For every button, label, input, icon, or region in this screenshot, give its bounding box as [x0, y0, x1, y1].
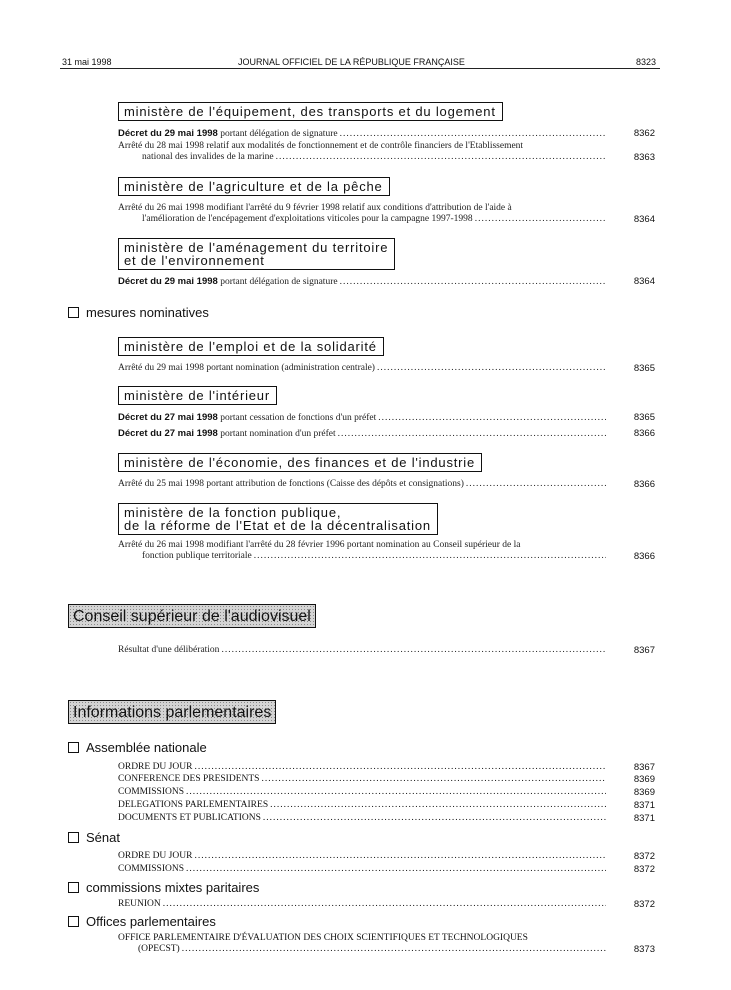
section-commissions-mixtes-paritaires: commissions mixtes paritaires — [68, 880, 259, 895]
entry-decret-29-mai-a[interactable]: Décret du 29 mai 1998 portant délégation de signature ..... — [118, 128, 606, 140]
checkbox-icon — [68, 832, 79, 843]
checkbox-icon — [68, 916, 79, 927]
list-item[interactable]: OFFICE PARLEMENTAIRE D'ÉVALUATION DES CHOIX SCIENTIFIQUES ET TECHNOLOGIQUES (OPECST) ..... — [118, 933, 606, 955]
entry-page: 8364 — [633, 214, 655, 225]
list-item[interactable]: COMMISSIONS ..... — [118, 864, 606, 875]
entry-arrete-25-mai[interactable]: Arrêté du 25 mai 1998 portant attribution de fonctions (Caisse des dépôts et consignations) ..... — [118, 479, 606, 490]
entry-page: 8364 — [633, 276, 655, 287]
section-assemblee-nationale: Assemblée nationale — [68, 740, 207, 755]
ministry-box-interieur: ministère de l'intérieur — [118, 386, 277, 405]
section-offices-parlementaires: Offices parlementaires — [68, 914, 216, 929]
entry-page: 8372 — [633, 899, 655, 910]
section-mesures-nominatives: mesures nominatives — [68, 305, 209, 320]
entry-page: 8371 — [633, 800, 655, 811]
entry-arrete-26-mai-a[interactable]: Arrêté du 26 mai 1998 modifiant l'arrêté du 9 février 1998 relatif aux conditions d'attribution de l'aide à l'amélioration de l'encépagement d'exploitations viticoles pour la campagne 1997-1998 ..... — [118, 203, 606, 225]
entry-page: 8362 — [633, 128, 655, 139]
entry-page: 8366 — [633, 428, 655, 439]
entry-page: 8367 — [633, 645, 655, 656]
entry-arrete-26-mai-b[interactable]: Arrêté du 26 mai 1998 modifiant l'arrêté du 28 février 1996 portant nomination au Conseil supérieur de la fonction publique territoriale ..... — [118, 540, 606, 562]
checkbox-icon — [68, 882, 79, 893]
section-title-csa: Conseil supérieur de l'audiovisuel — [68, 604, 316, 628]
ministry-box-agriculture: ministère de l'agriculture et de la pêche — [118, 177, 390, 196]
entry-decret-29-mai-b[interactable]: Décret du 29 mai 1998 portant délégation de signature ..... — [118, 276, 606, 288]
header-rule — [60, 68, 660, 69]
header-title: JOURNAL OFFICIEL DE LA RÉPUBLIQUE FRANÇAISE — [238, 57, 465, 67]
entry-page: 8367 — [633, 762, 655, 773]
entry-page: 8369 — [633, 774, 655, 785]
entry-page: 8369 — [633, 787, 655, 798]
ministry-box-emploi: ministère de l'emploi et de la solidarité — [118, 337, 384, 356]
entry-decret-27-mai-b[interactable]: Décret du 27 mai 1998 portant nomination d'un préfet ..... — [118, 428, 606, 440]
ministry-box-amenagement: ministère de l'aménagement du territoire et de l'environnement — [118, 238, 395, 270]
ministry-box-fonction-publique: ministère de la fonction publique, de la réforme de l'Etat et de la décentralisation — [118, 503, 438, 535]
list-item[interactable]: ORDRE DU JOUR ..... — [118, 851, 606, 862]
entry-page: 8363 — [633, 152, 655, 163]
list-item[interactable]: COMMISSIONS ..... — [118, 787, 606, 798]
entry-csa-resultat[interactable]: Résultat d'une délibération ..... — [118, 645, 606, 656]
entry-page: 8372 — [633, 851, 655, 862]
entry-arrete-29-mai[interactable]: Arrêté du 29 mai 1998 portant nomination (administration centrale) ..... — [118, 363, 606, 374]
ministry-box-economie: ministère de l'économie, des finances et de l'industrie — [118, 453, 482, 472]
list-item[interactable]: DÉLÉGATIONS PARLEMENTAIRES ..... — [118, 800, 606, 811]
list-item[interactable]: DOCUMENTS ET PUBLICATIONS ..... — [118, 813, 606, 824]
list-item[interactable]: ORDRE DU JOUR ..... — [118, 762, 606, 773]
list-item[interactable]: CONFÉRENCE DES PRÉSIDENTS ..... — [118, 774, 606, 785]
entry-decret-27-mai-a[interactable]: Décret du 27 mai 1998 portant cessation de fonctions d'un préfet ..... — [118, 412, 606, 424]
entry-page: 8373 — [633, 944, 655, 955]
entry-page: 8371 — [633, 813, 655, 824]
entry-page: 8365 — [633, 412, 655, 423]
entry-page: 8366 — [633, 551, 655, 562]
header-page: 8323 — [636, 57, 657, 67]
entry-page: 8366 — [633, 479, 655, 490]
checkbox-icon — [68, 742, 79, 753]
entry-page: 8372 — [633, 864, 655, 875]
checkbox-icon — [68, 307, 79, 318]
section-senat: Sénat — [68, 830, 120, 845]
ministry-box-equipement: ministère de l'équipement, des transports et du logement — [118, 102, 503, 121]
header-date: 31 mai 1998 — [62, 57, 112, 67]
section-title-informations-parlementaires: Informations parlementaires — [68, 700, 276, 724]
entry-page: 8365 — [633, 363, 655, 374]
list-item[interactable]: RÉUNION ..... — [118, 899, 606, 910]
entry-arrete-28-mai[interactable]: Arrêté du 28 mai 1998 relatif aux modalités de fonctionnement et de contrôle financiers de l'Etablissement national des invalides de la marine ..... — [118, 141, 606, 163]
